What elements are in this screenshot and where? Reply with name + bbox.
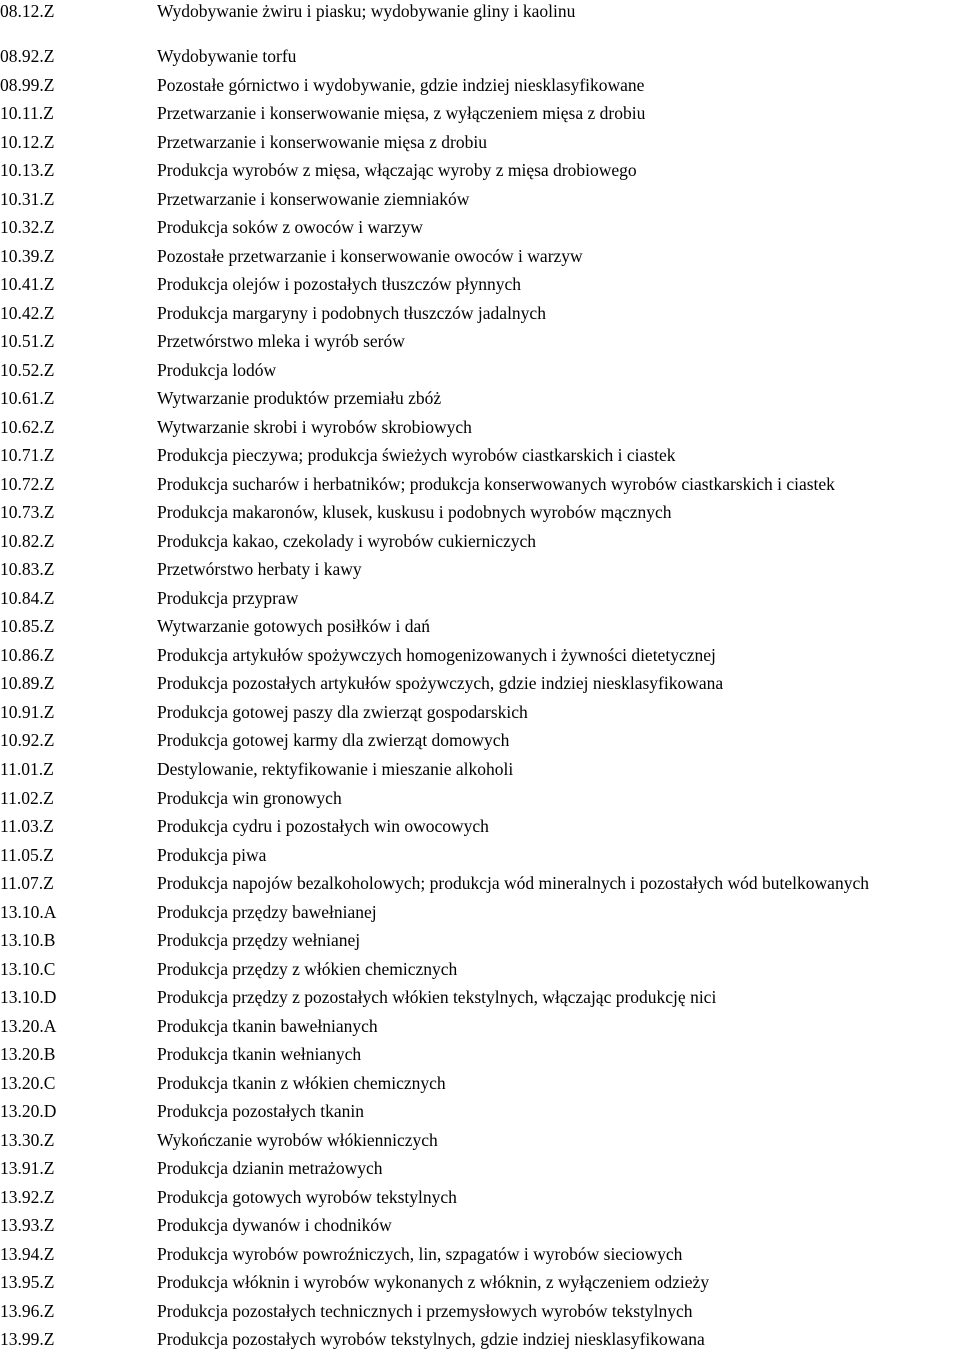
pkd-description: Produkcja pozostałych tkanin [157, 1101, 365, 1121]
pkd-code: 10.85.Z [0, 616, 55, 636]
pkd-description: Produkcja cydru i pozostałych win owocowych [157, 816, 489, 836]
list-item [0, 615, 960, 643]
pkd-code: 10.52.Z [0, 360, 55, 380]
list-item [0, 901, 960, 929]
pkd-code: 10.12.Z [0, 132, 55, 152]
list-item [0, 1157, 960, 1185]
pkd-code: 13.20.A [0, 1016, 57, 1036]
pkd-description: Produkcja pozostałych technicznych i przemysłowych wyrobów tekstylnych [157, 1301, 693, 1321]
pkd-description: Produkcja makaronów, klusek, kuskusu i podobnych wyrobów mącznych [157, 502, 672, 522]
pkd-description: Produkcja włóknin i wyrobów wykonanych z włóknin, z wyłączeniem odzieży [157, 1272, 710, 1292]
pkd-code: 08.12.Z [0, 1, 55, 21]
pkd-code: 10.32.Z [0, 217, 55, 237]
list-item [0, 273, 960, 301]
pkd-description: Wydobywanie żwiru i piasku; wydobywanie gliny i kaolinu [157, 1, 576, 21]
pkd-code: 13.10.A [0, 902, 57, 922]
pkd-description: Produkcja przędzy z włókien chemicznych [157, 959, 458, 979]
pkd-code: 10.84.Z [0, 588, 55, 608]
pkd-description: Pozostałe przetwarzanie i konserwowanie owoców i warzyw [157, 246, 583, 266]
pkd-description: Produkcja gotowej paszy dla zwierząt gospodarskich [157, 702, 528, 722]
pkd-description: Produkcja przypraw [157, 588, 299, 608]
pkd-code: 13.10.B [0, 930, 56, 950]
pkd-description: Produkcja tkanin bawełnianych [157, 1016, 378, 1036]
pkd-code: 13.20.C [0, 1073, 56, 1093]
pkd-description: Przetwarzanie i konserwowanie mięsa, z wyłączeniem mięsa z drobiu [157, 103, 646, 123]
pkd-description: Wytwarzanie skrobi i wyrobów skrobiowych [157, 417, 472, 437]
list-item [0, 1072, 960, 1100]
pkd-code: 11.01.Z [0, 759, 54, 779]
pkd-code: 13.20.B [0, 1044, 56, 1064]
pkd-code: 13.10.D [0, 987, 57, 1007]
list-item [0, 1243, 960, 1271]
list-item [0, 1300, 960, 1328]
pkd-description: Przetwórstwo mleka i wyrób serów [157, 331, 405, 351]
list-item [0, 501, 960, 529]
list-item [0, 729, 960, 757]
list-item [0, 473, 960, 501]
list-item [0, 929, 960, 957]
list-item [0, 958, 960, 986]
pkd-description: Destylowanie, rektyfikowanie i mieszanie alkoholi [157, 759, 514, 779]
pkd-code: 13.96.Z [0, 1301, 55, 1321]
pkd-description: Pozostałe górnictwo i wydobywanie, gdzie indziej niesklasyfikowane [157, 75, 645, 95]
pkd-description: Produkcja dzianin metrażowych [157, 1158, 383, 1178]
pkd-code: 10.73.Z [0, 502, 55, 522]
list-item [0, 558, 960, 586]
pkd-description: Przetwórstwo herbaty i kawy [157, 559, 362, 579]
pkd-description: Produkcja soków z owoców i warzyw [157, 217, 423, 237]
list-item [0, 1129, 960, 1157]
list-item [0, 986, 960, 1014]
list-item [0, 1214, 960, 1242]
list-item [0, 330, 960, 358]
list-item [0, 444, 960, 472]
list-item [0, 416, 960, 444]
pkd-code: 13.91.Z [0, 1158, 55, 1178]
pkd-description: Produkcja artykułów spożywczych homogenizowanych i żywności dietetycznej [157, 645, 716, 665]
pkd-code: 10.42.Z [0, 303, 55, 323]
list-item [0, 188, 960, 216]
list-item [0, 530, 960, 558]
pkd-description: Produkcja napojów bezalkoholowych; produkcja wód mineralnych i pozostałych wód butelkowanych [157, 873, 869, 893]
list-item [0, 672, 960, 700]
list-item [0, 815, 960, 843]
pkd-code: 11.02.Z [0, 788, 54, 808]
list-item [0, 1186, 960, 1214]
pkd-code: 10.51.Z [0, 331, 55, 351]
pkd-description: Przetwarzanie i konserwowanie mięsa z drobiu [157, 132, 487, 152]
pkd-description: Produkcja kakao, czekolady i wyrobów cukierniczych [157, 531, 537, 551]
pkd-description: Produkcja tkanin wełnianych [157, 1044, 362, 1064]
list-item [0, 359, 960, 387]
list-item [0, 302, 960, 330]
pkd-code: 10.31.Z [0, 189, 55, 209]
pkd-description: Produkcja pieczywa; produkcja świeżych wyrobów ciastkarskich i ciastek [157, 445, 676, 465]
list-item [0, 1015, 960, 1043]
pkd-code: 10.72.Z [0, 474, 55, 494]
pkd-code: 08.92.Z [0, 46, 55, 66]
list-item [0, 844, 960, 872]
pkd-description: Produkcja przędzy bawełnianej [157, 902, 377, 922]
list-item [0, 872, 960, 900]
pkd-description: Produkcja dywanów i chodników [157, 1215, 392, 1235]
pkd-code: 10.92.Z [0, 730, 55, 750]
list-item [0, 701, 960, 729]
list-item [0, 245, 960, 273]
list-item [0, 74, 960, 102]
list-item [0, 102, 960, 130]
list-item [0, 45, 960, 73]
pkd-description: Produkcja margaryny i podobnych tłuszczów jadalnych [157, 303, 546, 323]
pkd-code: 10.82.Z [0, 531, 55, 551]
pkd-description: Produkcja piwa [157, 845, 267, 865]
list-item [0, 644, 960, 672]
list-item [0, 0, 960, 28]
pkd-description: Wykończanie wyrobów włókienniczych [157, 1130, 438, 1150]
pkd-code: 10.62.Z [0, 417, 55, 437]
list-item [0, 758, 960, 786]
list-item [0, 1328, 960, 1356]
pkd-description: Produkcja lodów [157, 360, 277, 380]
pkd-description: Produkcja olejów i pozostałych tłuszczów płynnych [157, 274, 522, 294]
pkd-description: Produkcja przędzy z pozostałych włókien tekstylnych, włączając produkcję nici [157, 987, 717, 1007]
pkd-description: Produkcja gotowej karmy dla zwierząt domowych [157, 730, 510, 750]
list-item [0, 216, 960, 244]
pkd-description: Wydobywanie torfu [157, 46, 297, 66]
pkd-description: Produkcja pozostałych artykułów spożywczych, gdzie indziej niesklasyfikowana [157, 673, 724, 693]
pkd-code: 10.41.Z [0, 274, 55, 294]
pkd-code: 10.86.Z [0, 645, 55, 665]
pkd-code: 11.07.Z [0, 873, 54, 893]
list-item [0, 159, 960, 187]
list-item [0, 587, 960, 615]
pkd-code: 13.20.D [0, 1101, 57, 1121]
pkd-code: 13.94.Z [0, 1244, 55, 1264]
pkd-code: 10.11.Z [0, 103, 54, 123]
pkd-description: Produkcja wyrobów z mięsa, włączając wyroby z mięsa drobiowego [157, 160, 637, 180]
pkd-code: 10.39.Z [0, 246, 55, 266]
pkd-code: 10.13.Z [0, 160, 55, 180]
pkd-description: Produkcja win gronowych [157, 788, 342, 808]
pkd-code: 13.99.Z [0, 1329, 55, 1349]
pkd-code: 13.30.Z [0, 1130, 55, 1150]
list-item [0, 1043, 960, 1071]
pkd-code: 10.83.Z [0, 559, 55, 579]
pkd-code: 13.95.Z [0, 1272, 55, 1292]
pkd-description: Produkcja gotowych wyrobów tekstylnych [157, 1187, 457, 1207]
pkd-code: 13.93.Z [0, 1215, 55, 1235]
list-item [0, 131, 960, 159]
pkd-description: Produkcja sucharów i herbatników; produkcja konserwowanych wyrobów ciastkarskich i ciastek [157, 474, 835, 494]
pkd-description: Produkcja przędzy wełnianej [157, 930, 361, 950]
pkd-description: Wytwarzanie produktów przemiału zbóż [157, 388, 442, 408]
pkd-code: 10.89.Z [0, 673, 55, 693]
pkd-description: Produkcja pozostałych wyrobów tekstylnych, gdzie indziej niesklasyfikowana [157, 1329, 705, 1349]
list-item [0, 387, 960, 415]
list-item [0, 1100, 960, 1128]
pkd-code: 08.99.Z [0, 75, 55, 95]
pkd-code: 11.03.Z [0, 816, 54, 836]
pkd-description: Produkcja tkanin z włókien chemicznych [157, 1073, 446, 1093]
list-item [0, 1271, 960, 1299]
pkd-code: 10.71.Z [0, 445, 55, 465]
pkd-code: 13.92.Z [0, 1187, 55, 1207]
pkd-code: 11.05.Z [0, 845, 54, 865]
pkd-description: Produkcja wyrobów powroźniczych, lin, szpagatów i wyrobów sieciowych [157, 1244, 683, 1264]
pkd-code: 10.91.Z [0, 702, 55, 722]
pkd-code: 10.61.Z [0, 388, 55, 408]
pkd-description: Przetwarzanie i konserwowanie ziemniaków [157, 189, 470, 209]
pkd-code: 13.10.C [0, 959, 56, 979]
pkd-description: Wytwarzanie gotowych posiłków i dań [157, 616, 431, 636]
list-item [0, 787, 960, 815]
